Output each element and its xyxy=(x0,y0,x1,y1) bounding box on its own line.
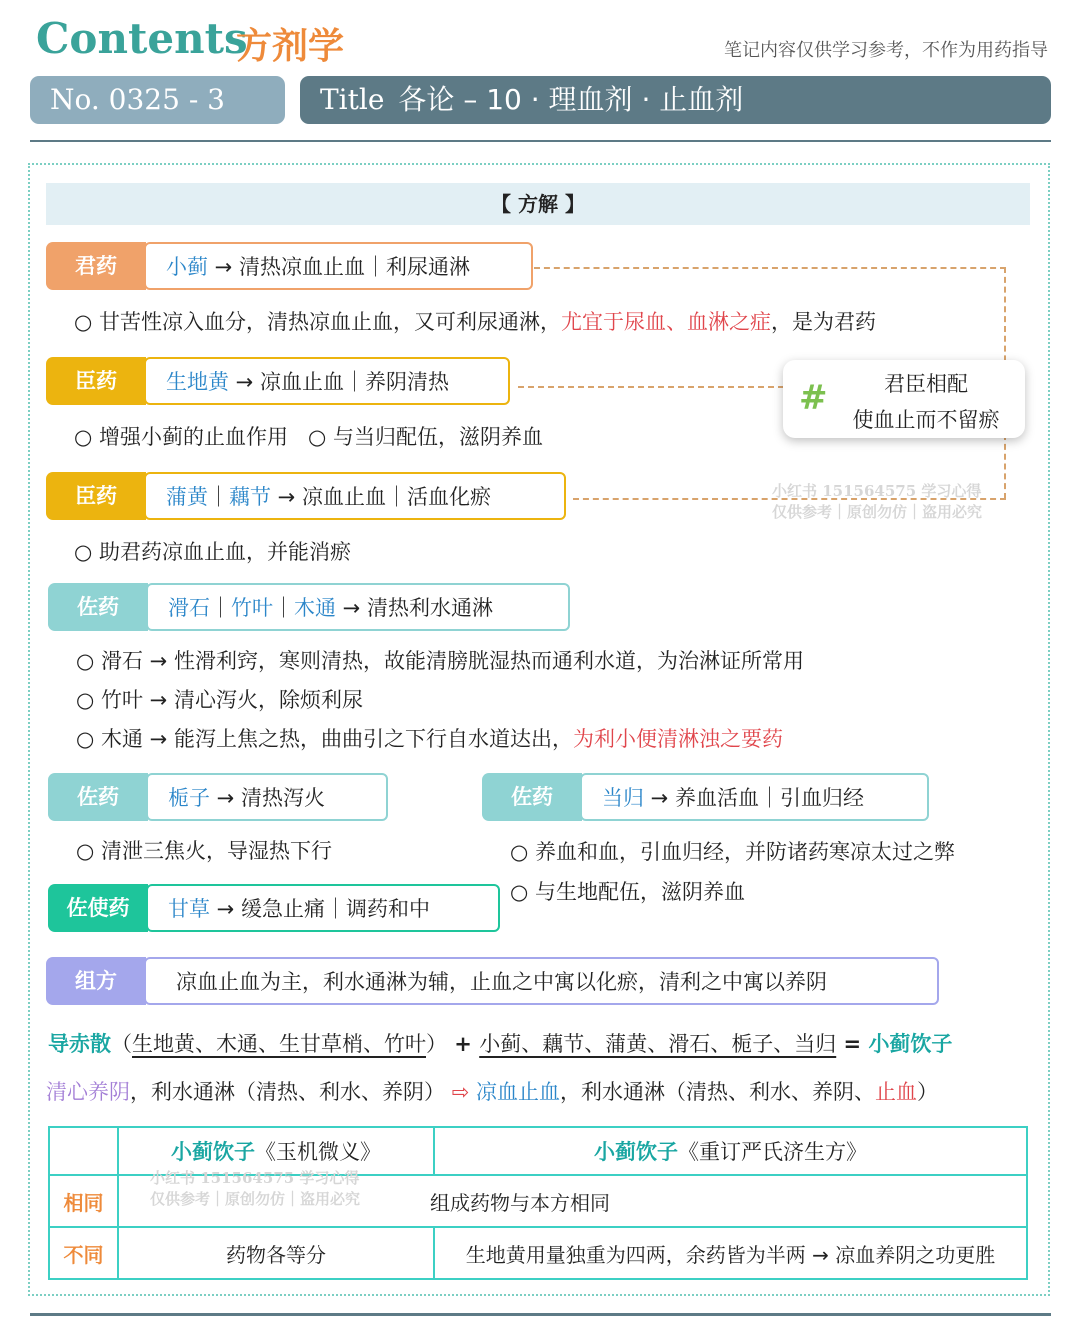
zuo3-effect: → 养血活血｜引血归经 xyxy=(644,786,864,810)
compare-b-mid: ，利水通淋（清热、利水、养阴、 xyxy=(559,1080,875,1104)
zuoshi-tag: 佐使药 xyxy=(48,884,148,932)
zuo1-note3-highlight: 为利小便清淋浊之要药 xyxy=(572,727,783,751)
chen2-note: ○ 助君药凉血止血，并能消瘀 xyxy=(74,540,351,564)
zuo1-sep1: ｜ xyxy=(210,596,231,620)
formula-result: 小蓟饮子 xyxy=(868,1032,953,1056)
zuo1-herb3: 木通 xyxy=(294,596,336,620)
note-number-bar: No. 0325 - 3 xyxy=(30,76,285,124)
formula-line xyxy=(48,1028,952,1058)
chen2-tag: 臣药 xyxy=(46,472,146,520)
chen1-herb-box xyxy=(144,357,510,405)
zuoshi-herb: 甘草 xyxy=(168,897,210,921)
section-title: 【 方解 】 xyxy=(46,183,1030,225)
chen2-herb1: 蒲黄 xyxy=(166,485,208,509)
table-row1-value: 组成药物与本方相同 xyxy=(430,1190,610,1215)
compare-b-end: ） xyxy=(916,1080,938,1104)
formula-added: 小蓟、藕节、蒲黄、滑石、栀子、当归 xyxy=(479,1032,837,1056)
connector-chen1 xyxy=(518,386,784,388)
footer-divider xyxy=(30,1313,1051,1316)
jun-note-end: ，是为君药 xyxy=(771,310,876,334)
formula-eq: = xyxy=(836,1032,869,1056)
chen2-effect: → 凉血止血｜活血化瘀 xyxy=(271,485,491,509)
table-col2-src: 《重订严氏济生方》 xyxy=(678,1140,867,1164)
chen1-effect: → 凉血止血｜养阴清热 xyxy=(229,370,449,394)
connector-jun xyxy=(534,267,1006,269)
chen2-herb-box xyxy=(144,472,566,520)
formula-close: ） xyxy=(426,1032,447,1056)
zuoshi-herb-box xyxy=(146,884,500,932)
callout-line2: 使血止而不留瘀 xyxy=(852,408,1000,432)
table-row2-head: 不同 xyxy=(49,1227,118,1279)
disclaimer-text: 笔记内容仅供学习参考，不作为用药指导 xyxy=(724,40,1048,61)
formula-base: 导赤散 xyxy=(48,1032,111,1056)
watermark-line2: 仅供参考｜原创勿仿｜盗用必究 xyxy=(772,503,983,521)
compare-b-highlight: 凉血止血 xyxy=(475,1080,560,1104)
jun-herb: 小蓟 xyxy=(166,255,208,279)
zuo3-herb: 当归 xyxy=(602,786,644,810)
zuo2-herb-box xyxy=(146,773,388,821)
table-col2-header xyxy=(434,1127,1027,1175)
jun-note-highlight: 尤宜于尿血、血淋之症 xyxy=(561,310,771,334)
formula-open: （ xyxy=(111,1032,132,1056)
table-row2-col1: 药物各等分 xyxy=(118,1227,434,1279)
zuo2-herb: 栀子 xyxy=(168,786,210,810)
formula-plus: + xyxy=(447,1032,480,1056)
table-row1-head: 相同 xyxy=(49,1175,118,1227)
note-title-bar xyxy=(300,76,1051,124)
zuo2-note: ○ 清泄三焦火，导湿热下行 xyxy=(76,839,332,863)
zufang-tag: 组方 xyxy=(46,957,146,1005)
jun-tag: 君药 xyxy=(46,242,146,290)
zuo1-herb-box xyxy=(146,583,570,631)
zuo3-note2: ○ 与生地配伍，滋阴养血 xyxy=(510,880,745,904)
table-corner xyxy=(49,1127,118,1175)
zuo1-note3 xyxy=(76,723,783,753)
table-watermark-line2: 仅供参考｜原创勿仿｜盗用必究 xyxy=(150,1190,361,1208)
zuo3-herb-box xyxy=(580,773,929,821)
chen1-herb: 生地黄 xyxy=(166,370,229,394)
watermark-line1: 小红书 151564575 学习心得 xyxy=(772,482,982,500)
table-col1-src: 《玉机微义》 xyxy=(255,1140,381,1164)
callout-line1: 君臣相配 xyxy=(884,372,968,396)
chen1-note: ○ 增强小蓟的止血作用 ○ 与当归配伍，滋阴养血 xyxy=(74,425,544,449)
compare-arrow: ⇨ xyxy=(445,1080,476,1104)
zuo1-tag: 佐药 xyxy=(48,583,148,631)
zuo1-note2: ○ 竹叶 → 清心泻火，除烦利尿 xyxy=(76,688,363,712)
header-divider xyxy=(30,140,1051,142)
zufang-box: 凉血止血为主，利水通淋为辅，止血之中寓以化瘀，清利之中寓以养阴 xyxy=(144,957,939,1005)
jun-effect: → 清热凉血止血｜利尿通淋 xyxy=(208,255,470,279)
compare-b-red: 止血 xyxy=(874,1080,917,1104)
title-label: Title xyxy=(320,83,385,116)
table-col2-name: 小蓟饮子 xyxy=(594,1140,678,1164)
zuo2-tag: 佐药 xyxy=(48,773,148,821)
zuo1-effect: → 清热利水通淋 xyxy=(336,596,493,620)
jun-note xyxy=(74,306,876,336)
subject-title: 方剂学 xyxy=(236,26,345,67)
compare-a-rest: ，利水通淋（清热、利水、养阴） xyxy=(130,1080,445,1104)
table-row xyxy=(49,1227,1027,1279)
chen1-tag: 臣药 xyxy=(46,357,146,405)
jun-note-text: ○ 甘苦性凉入血分，清热凉血止血，又可利尿通淋， xyxy=(74,310,561,334)
zuoshi-effect: → 缓急止痛｜调药和中 xyxy=(210,897,430,921)
chen2-sep: ｜ xyxy=(208,485,229,509)
compare-line xyxy=(46,1076,938,1106)
hash-icon: # xyxy=(799,378,828,418)
zuo1-herb2: 竹叶 xyxy=(231,596,273,620)
zuo1-herb1: 滑石 xyxy=(168,596,210,620)
chen2-herb2: 藕节 xyxy=(229,485,271,509)
title-text: 各论 – 10 · 理血剂 · 止血剂 xyxy=(398,83,744,116)
compare-a-highlight: 清心养阴 xyxy=(46,1080,130,1104)
zuo3-note1: ○ 养血和血，引血归经，并防诸药寒凉太过之弊 xyxy=(510,840,955,864)
zuo1-sep2: ｜ xyxy=(273,596,294,620)
brand-title: Contents xyxy=(36,14,248,63)
formula-base-herbs: 生地黄、木通、生甘草梢、竹叶 xyxy=(132,1032,426,1056)
zuo1-note1: ○ 滑石 → 性滑利窍，寒则清热，故能清膀胱湿热而通利水道，为治淋证所常用 xyxy=(76,649,804,673)
zuo3-tag: 佐药 xyxy=(482,773,582,821)
table-col1-name: 小蓟饮子 xyxy=(171,1140,255,1164)
jun-herb-box xyxy=(144,242,533,290)
table-row2-col2: 生地黄用量独重为四两，余药皆为半两 → 凉血养阴之功更胜 xyxy=(434,1227,1027,1279)
callout-card xyxy=(783,360,1025,438)
zuo2-effect: → 清热泻火 xyxy=(210,786,325,810)
zuo1-note3-text: ○ 木通 → 能泻上焦之热，曲曲引之下行自水道达出， xyxy=(76,727,573,751)
table-watermark-line1: 小红书 151564575 学习心得 xyxy=(150,1169,360,1187)
